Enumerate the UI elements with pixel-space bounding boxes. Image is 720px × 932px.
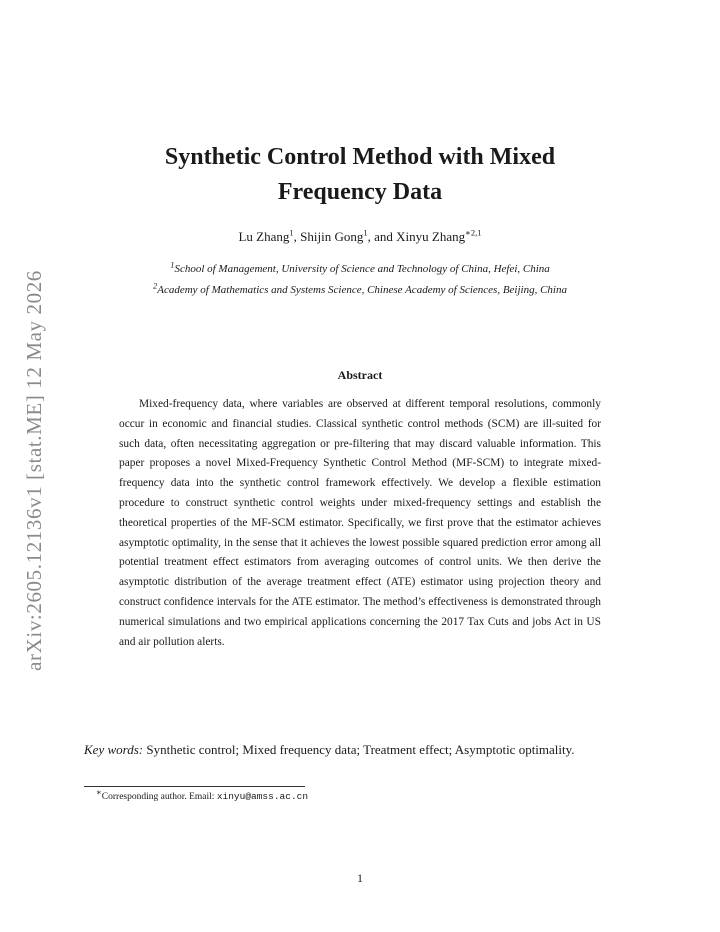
keywords-text: Synthetic control; Mixed frequency data; Treatment effect; Asymptotic optimality.: [146, 742, 575, 757]
author-name: Lu Zhang: [238, 229, 290, 244]
affiliation-text: Academy of Mathematics and Systems Science, Chinese Academy of Sciences, Beijing, China: [157, 284, 567, 296]
arxiv-identifier-text: arXiv:2605.12136v1 [stat.ME] 12 May 2026: [21, 269, 46, 671]
footnote: [96, 786, 309, 802]
keywords: [84, 739, 637, 761]
affiliation-1: [0, 259, 720, 275]
author-affiliation-mark: 1: [363, 227, 368, 238]
author-list: [0, 229, 720, 245]
page-number: 1: [357, 871, 363, 885]
affiliation-mark: 2: [153, 280, 158, 291]
abstract-text: Mixed-frequency data, where variables are observed at different temporal resolutions, commonly occur in economic and financial studies. Classical synthetic control methods (SCM) are ill-suited for such data, often necessitating aggregation or pre-filtering that may discard valuable information. This paper proposes a novel Mixed-Frequency Synthetic Control Method (MF-SCM) to integrate mixed-frequency data into the synthetic control framework effectively. We develop a flexible estimation procedure to construct synthetic control weights under mixed-frequency settings and establish the theoretical properties of the MF-SCM estimator. Specifically, we first prove that the estimator achieves asymptotic optimality, in the sense that it achieves the lowest possible squared prediction error among all potential treatment effect estimators from averaging outcomes of control units. We then derive the asymptotic distribution of the average treatment effect (ATE) estimator using projection theory and construct confidence intervals for the ATE estimator. The method’s effectiveness is demonstrated through numerical simulations and two empirical applications concerning the 2017 Tax Cuts and jobs Act in US and air pollution alerts.: [119, 398, 601, 648]
title-line-2: Frequency Data: [277, 179, 443, 205]
keywords-label: Key words:: [84, 742, 144, 757]
arxiv-identifier: [14, 250, 54, 690]
author-affiliation-mark: 1: [289, 227, 294, 238]
author-name: Shijin Gong: [300, 229, 364, 244]
footnote-mark: ∗: [96, 786, 102, 797]
author-name: Xinyu Zhang: [396, 229, 466, 244]
affiliation-mark: 1: [170, 259, 175, 270]
title-line-1: Synthetic Control Method with Mixed: [164, 144, 556, 170]
abstract-heading: Abstract: [337, 368, 383, 382]
footnote-rule: [84, 786, 305, 787]
footnote-text: Corresponding author. Email:: [101, 792, 217, 802]
author-separator: , and: [367, 229, 397, 244]
paper-title: [0, 140, 720, 210]
affiliation-text: School of Management, University of Science and Technology of China, Hefei, China: [174, 263, 550, 275]
author-separator: ,: [293, 229, 301, 244]
affiliation-2: [0, 280, 720, 296]
author-affiliation-mark: ∗2,1: [465, 227, 482, 238]
footnote-email: xinyu@amss.ac.cn: [216, 791, 309, 802]
